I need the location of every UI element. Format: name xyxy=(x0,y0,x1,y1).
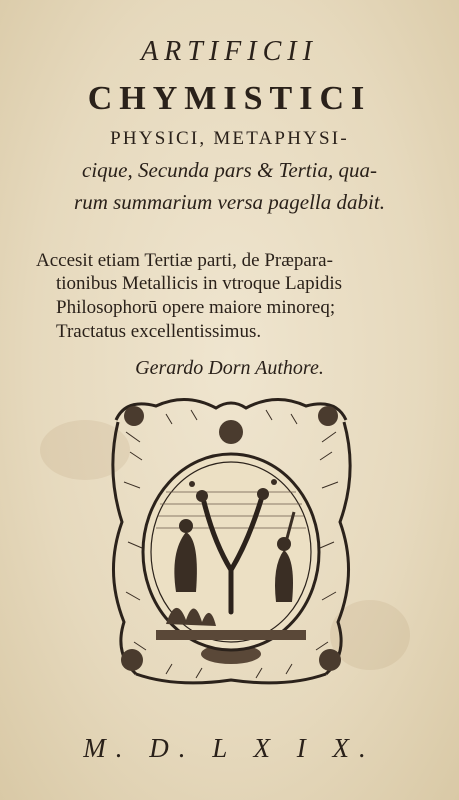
publication-year: M. D. L X I X. xyxy=(83,733,376,763)
paragraph-line-4: Tractatus excellentissimus. xyxy=(56,321,262,342)
title-line-2: CHYMISTICI xyxy=(87,80,372,117)
paragraph-line-3: Philosophorū opere maiore minoreq; xyxy=(56,297,336,318)
paragraph-line-2: tionibus Metallicis in vtroque Lapidis xyxy=(56,273,343,294)
paragraph-line-1: Accesit etiam Tertiæ parti, de Præpara- xyxy=(36,250,333,271)
title-line-5: rum summarium versa pagella dabit. xyxy=(74,190,385,214)
printers-device-woodcut xyxy=(96,392,366,692)
author-line: Gerardo Dorn Authore. xyxy=(135,357,324,379)
title-line-1: ARTIFICII xyxy=(141,36,318,67)
title-line-4: cique, Secunda pars & Tertia, qua- xyxy=(82,158,377,182)
title-line-3: PHYSICI, METAPHYSI- xyxy=(110,128,349,149)
